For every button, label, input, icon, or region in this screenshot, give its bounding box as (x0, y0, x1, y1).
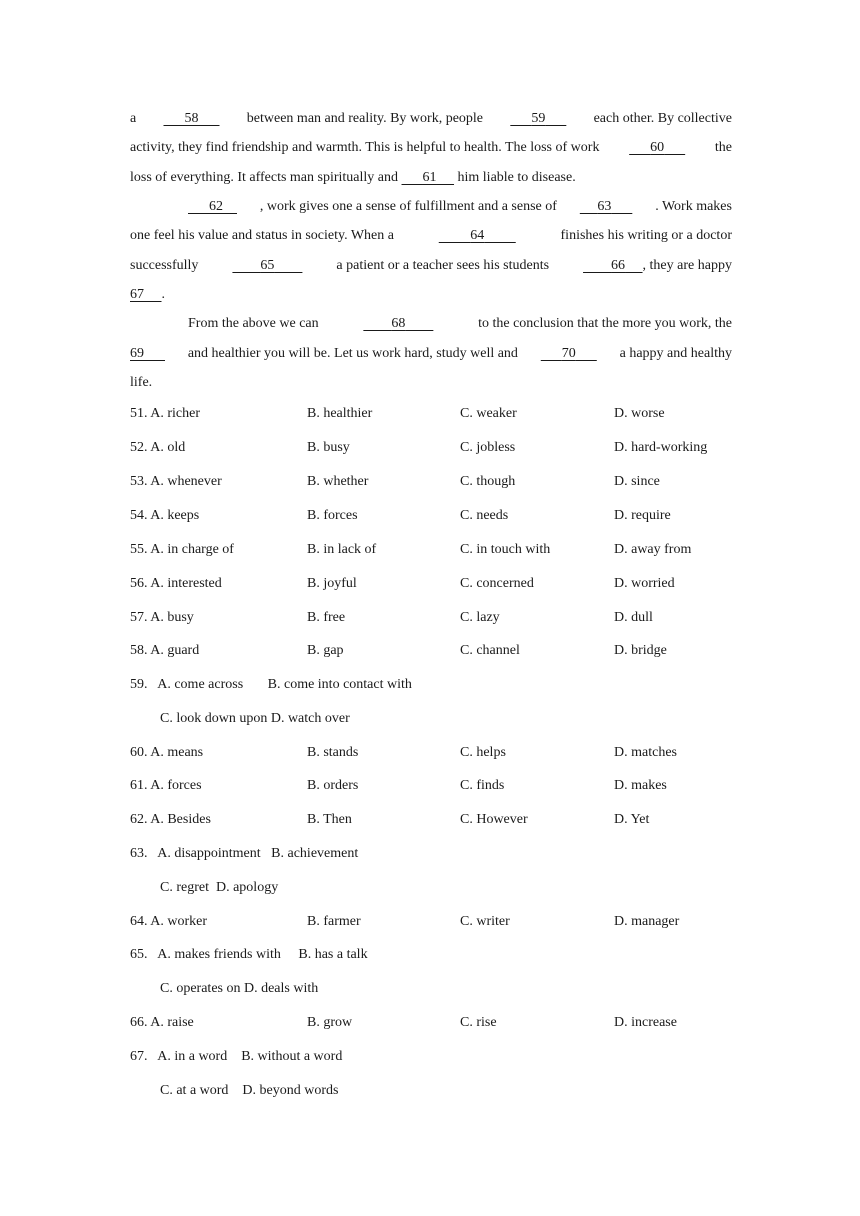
option-a: 66. A. raise (130, 1015, 194, 1030)
blank-67: 67 (130, 287, 144, 302)
option-a: 57. A. busy (130, 610, 194, 625)
option-b: B. grow (307, 1015, 353, 1030)
option-b: B. free (307, 610, 346, 625)
option-d: D. manager (614, 914, 680, 929)
option-d: D. dull (614, 610, 653, 625)
question-65-line-1: 65. A. makes friends with B. has a talk (130, 947, 368, 962)
option-c: C. rise (460, 1015, 497, 1030)
passage-text: and healthier you will be. Let us work hard, study well and (187, 346, 518, 361)
question-60 (130, 744, 732, 762)
option-a: 60. A. means (130, 745, 204, 760)
option-c: C. jobless (460, 440, 516, 455)
passage-text: loss of everything. It affects man spiritually and (130, 170, 399, 185)
passage-text: one feel his value and status in society. When a (130, 228, 394, 243)
question-65-line-2: C. operates on D. deals with (160, 981, 319, 996)
option-c: C. concerned (460, 576, 534, 591)
question-53 (130, 473, 732, 491)
passage-text: successfully (130, 258, 199, 273)
question-59-line-1: 59. A. come across B. come into contact with (130, 677, 412, 692)
passage-line (130, 139, 732, 157)
option-b: B. stands (307, 745, 359, 760)
question-67-line-1: 67. A. in a word B. without a word (130, 1049, 343, 1064)
option-a: 54. A. keeps (130, 508, 200, 523)
blank-59: 59 (531, 111, 546, 126)
passage-text: From the above we can (188, 316, 319, 331)
question-56 (130, 575, 732, 593)
passage-text: a patient or a teacher sees his students (336, 258, 550, 273)
passage-text: him liable to disease. (457, 170, 576, 185)
option-b: B. gap (307, 643, 344, 658)
option-a: 62. A. Besides (130, 812, 211, 827)
option-a: 64. A. worker (130, 914, 207, 929)
passage-line (130, 257, 732, 275)
passage-text: the (714, 140, 732, 155)
passage-text: activity, they find friendship and warmth. This is helpful to health. The loss of work (130, 140, 600, 155)
option-d: D. since (614, 474, 660, 489)
blank-58: 58 (184, 111, 199, 126)
question-64 (130, 913, 732, 931)
passage-text: to the conclusion that the more you work, the (478, 316, 732, 331)
option-d: D. makes (614, 778, 667, 793)
option-b: B. whether (307, 474, 369, 489)
passage-line (130, 345, 732, 363)
passage-line (130, 227, 732, 245)
blank-63: 63 (597, 199, 612, 214)
passage-text: , work gives one a sense of fulfillment and a sense of (259, 199, 557, 214)
option-a: 58. A. guard (130, 643, 200, 658)
option-c: C. helps (460, 745, 506, 760)
blank-61: 61 (422, 170, 437, 185)
passage-line (188, 198, 732, 216)
option-a: 52. A. old (130, 440, 186, 455)
question-52 (130, 439, 732, 457)
blank-65: 65 (260, 258, 275, 273)
passage-line (188, 315, 732, 333)
option-b: B. busy (307, 440, 350, 455)
question-63-line-1: 63. A. disappointment B. achievement (130, 846, 359, 861)
option-d: D. Yet (614, 812, 650, 827)
option-c: C. lazy (460, 610, 500, 625)
option-c: C. channel (460, 643, 520, 658)
option-d: D. hard-working (614, 440, 708, 455)
option-c: C. writer (460, 914, 510, 929)
option-d: D. increase (614, 1015, 677, 1030)
option-b: B. healthier (307, 406, 373, 421)
question-54 (130, 507, 732, 525)
passage-line (130, 110, 732, 128)
blank-70: 70 (561, 346, 576, 361)
question-51 (130, 405, 732, 423)
option-a: 56. A. interested (130, 576, 222, 591)
option-b: B. in lack of (307, 542, 377, 557)
question-63-line-2: C. regret D. apology (160, 880, 279, 895)
blank-64: 64 (470, 228, 485, 243)
option-a: 61. A. forces (130, 778, 202, 793)
blank-68: 68 (391, 316, 406, 331)
option-a: 55. A. in charge of (130, 542, 234, 557)
option-d: D. worse (614, 406, 665, 421)
passage-text: , they are happy (642, 258, 732, 273)
option-a: 53. A. whenever (130, 474, 222, 489)
option-c: C. needs (460, 508, 509, 523)
passage-line (130, 286, 732, 304)
passage-line (130, 169, 732, 187)
option-c: C. weaker (460, 406, 517, 421)
passage-text: finishes his writing or a doctor (560, 228, 732, 243)
question-61 (130, 777, 732, 795)
option-b: B. orders (307, 778, 359, 793)
option-d: D. matches (614, 745, 677, 760)
blank-60: 60 (650, 140, 665, 155)
passage-text: . Work makes (655, 199, 732, 214)
option-c: C. in touch with (460, 542, 551, 557)
question-67-line-2: C. at a word D. beyond words (160, 1083, 339, 1098)
question-59-line-2: C. look down upon D. watch over (160, 711, 350, 726)
question-55 (130, 541, 732, 559)
option-d: D. worried (614, 576, 675, 591)
option-b: B. Then (307, 812, 352, 827)
passage-line: life. (130, 375, 153, 390)
option-a: 51. A. richer (130, 406, 200, 421)
option-d: D. away from (614, 542, 692, 557)
blank-69: 69 (130, 346, 144, 361)
question-58 (130, 642, 732, 660)
blank-62: 62 (209, 199, 223, 214)
blank-66: 66 (611, 258, 626, 273)
option-d: D. bridge (614, 643, 667, 658)
option-b: B. farmer (307, 914, 361, 929)
option-c: C. finds (460, 778, 505, 793)
option-c: C. though (460, 474, 516, 489)
passage-text: each other. By collective (593, 111, 732, 126)
option-d: D. require (614, 508, 671, 523)
question-66 (130, 1014, 732, 1032)
option-b: B. forces (307, 508, 358, 523)
passage-text: . (161, 287, 165, 302)
passage-text: between man and reality. By work, people (246, 111, 484, 126)
question-57 (130, 609, 732, 627)
passage-text: a happy and healthy (619, 346, 732, 361)
option-b: B. joyful (307, 576, 357, 591)
passage-text: a (130, 111, 137, 126)
option-c: C. However (460, 812, 528, 827)
question-62 (130, 811, 732, 829)
